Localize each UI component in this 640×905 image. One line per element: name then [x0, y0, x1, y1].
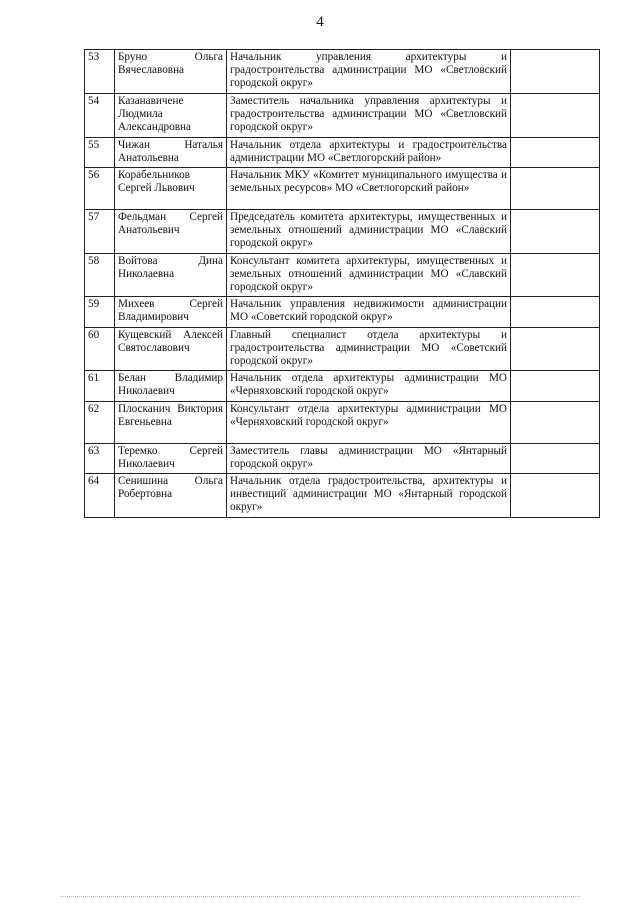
row-number: 60: [85, 327, 115, 371]
person-position: Начальник управления архитектуры и градостроительства администрации МО «Светловский городской округ»: [227, 50, 511, 94]
person-name: Войтова Дина Николаевна: [115, 253, 227, 297]
table-row: [85, 210, 600, 254]
table-row: [85, 297, 600, 327]
row-number: 55: [85, 137, 115, 167]
person-position: Консультант комитета архитектуры, имущественных и земельных отношений администрации МО «Славский городской округ»: [227, 253, 511, 297]
empty-cell: [511, 443, 600, 473]
table-row: [85, 94, 600, 138]
person-name: Белан Владимир Николаевич: [115, 371, 227, 401]
row-number: 58: [85, 253, 115, 297]
person-position: Главный специалист отдела архитектуры и градостроительства администрации МО «Советский городской округ»: [227, 327, 511, 371]
row-number: 64: [85, 474, 115, 518]
empty-cell: [511, 371, 600, 401]
row-number: 56: [85, 168, 115, 210]
empty-cell: [511, 50, 600, 94]
person-name: Фельдман Сергей Анатольевич: [115, 210, 227, 254]
empty-cell: [511, 401, 600, 443]
person-name: Михеев Сергей Владимирович: [115, 297, 227, 327]
person-name: Корабельников Сергей Львович: [115, 168, 227, 210]
person-name: Кущевский Алексей Святославович: [115, 327, 227, 371]
person-position: Начальник отдела архитектуры администрации МО «Черняховский городской округ»: [227, 371, 511, 401]
table-row: [85, 253, 600, 297]
empty-cell: [511, 168, 600, 210]
table-row: [85, 443, 600, 473]
person-name: Чижан Наталья Анатольевна: [115, 137, 227, 167]
row-number: 57: [85, 210, 115, 254]
table-row: [85, 168, 600, 210]
empty-cell: [511, 327, 600, 371]
row-number: 54: [85, 94, 115, 138]
row-number: 59: [85, 297, 115, 327]
table-row: [85, 137, 600, 167]
table-row: [85, 50, 600, 94]
person-position: Консультант отдела архитектуры администрации МО «Черняховский городской округ»: [227, 401, 511, 443]
person-name: Казанавичене Людмила Александровна: [115, 94, 227, 138]
empty-cell: [511, 297, 600, 327]
person-name: Сенишина Ольга Робертовна: [115, 474, 227, 518]
row-number: 53: [85, 50, 115, 94]
person-position: Начальник МКУ «Комитет муниципального имущества и земельных ресурсов» МО «Светлогорский район»: [227, 168, 511, 210]
person-position: Начальник управления недвижимости администрации МО «Советский городской округ»: [227, 297, 511, 327]
row-number: 62: [85, 401, 115, 443]
empty-cell: [511, 137, 600, 167]
table-row: [85, 371, 600, 401]
empty-cell: [511, 253, 600, 297]
person-position: Заместитель начальника управления архитектуры и градостроительства администрации МО «Светловский городской округ»: [227, 94, 511, 138]
person-position: Заместитель главы администрации МО «Янтарный городской округ»: [227, 443, 511, 473]
person-name: Бруно Ольга Вячеславовна: [115, 50, 227, 94]
participants-table: [84, 49, 600, 518]
scan-artifact: [60, 896, 580, 899]
person-name: Теремко Сергей Николаевич: [115, 443, 227, 473]
row-number: 61: [85, 371, 115, 401]
row-number: 63: [85, 443, 115, 473]
page-number: 4: [316, 14, 324, 30]
table-row: [85, 401, 600, 443]
empty-cell: [511, 94, 600, 138]
empty-cell: [511, 210, 600, 254]
person-name: Плосканич Виктория Евгеньевна: [115, 401, 227, 443]
table-row: [85, 474, 600, 518]
person-position: Начальник отдела архитектуры и градостроительства администрации МО «Светлогорский район»: [227, 137, 511, 167]
person-position: Начальник отдела градостроительства, архитектуры и инвестиций администрации МО «Янтарный городской округ»: [227, 474, 511, 518]
empty-cell: [511, 474, 600, 518]
table-row: [85, 327, 600, 371]
person-position: Председатель комитета архитектуры, имущественных и земельных отношений администрации МО «Славский городской округ»: [227, 210, 511, 254]
